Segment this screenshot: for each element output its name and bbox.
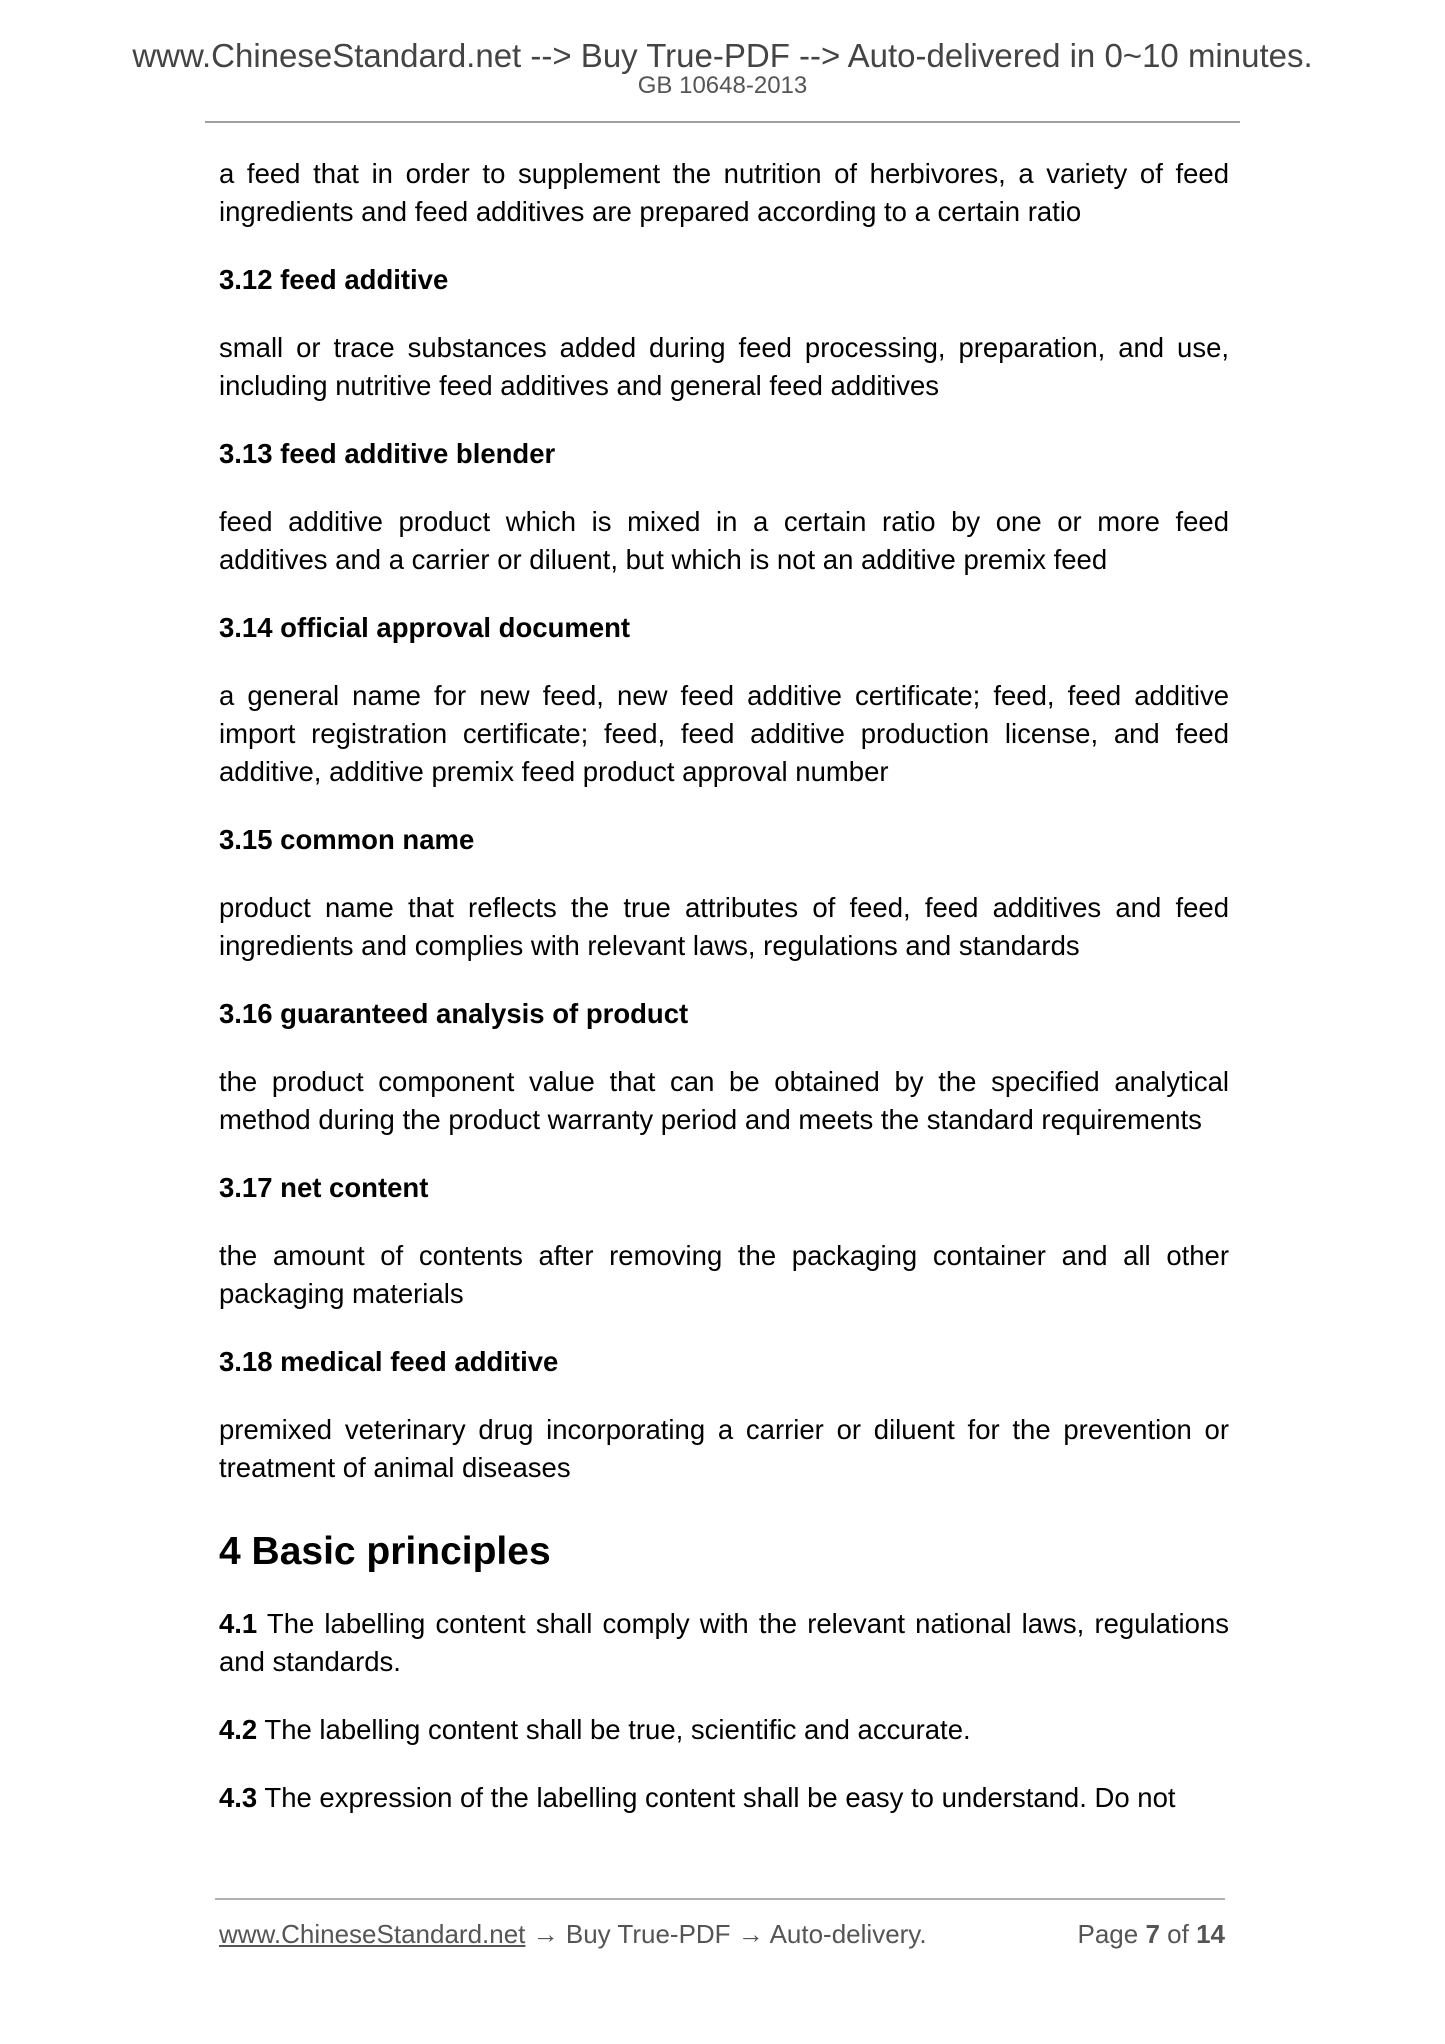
intro-paragraph: a feed that in order to supplement the nutrition of herbivores, a variety of feed ingredients and feed additives are prepared according to a certain ratio [219, 158, 1229, 227]
clause-number: 4.1 [219, 1608, 258, 1639]
term-heading-3-14: 3.14 official approval document [219, 612, 631, 643]
page-indicator [1077, 1916, 1225, 1952]
term-definition-3-13: feed additive product which is mixed in a certain ratio by one or more feed additives and a carrier or diluent, but which is not an additive premix feed [219, 506, 1229, 575]
page-current: 7 [1145, 1919, 1160, 1949]
term-heading-3-18: 3.18 medical feed additive [219, 1346, 559, 1377]
page-of-label: of [1167, 1919, 1189, 1949]
section-heading-4: 4 Basic principles [219, 1530, 551, 1573]
page-label: Page [1077, 1919, 1139, 1949]
page-body [219, 155, 1229, 1817]
top-banner: www.ChineseStandard.net --> Buy True-PDF --> Auto-delivered in 0~10 minutes. [132, 37, 1313, 74]
term-definition-3-12: small or trace substances added during feed processing, preparation, and use, including nutritive feed additives and general feed additives [219, 332, 1229, 401]
clause-text: The labelling content shall be true, scientific and accurate. [264, 1714, 971, 1745]
clause-text: The expression of the labelling content shall be easy to understand. Do not [264, 1782, 1176, 1813]
page-footer [219, 1916, 1225, 1952]
footer-left [219, 1916, 927, 1952]
term-heading-3-16: 3.16 guaranteed analysis of product [219, 998, 689, 1029]
footer-site-link[interactable]: www.ChineseStandard.net [219, 1919, 526, 1949]
term-definition-3-15: product name that reflects the true attributes of feed, feed additives and feed ingredients and complies with relevant laws, regulations and standards [219, 892, 1229, 961]
footer-tagline: → Buy True-PDF → Auto-delivery. [525, 1919, 927, 1949]
term-definition-3-16: the product component value that can be obtained by the specified analytical method during the product warranty period and meets the standard requirements [219, 1066, 1229, 1135]
clause-4-1 [219, 1605, 1229, 1681]
term-definition-3-14: a general name for new feed, new feed additive certificate; feed, feed additive import registration certificate; feed, feed additive production license, and feed additive, additive premix feed product approval number [219, 680, 1229, 787]
term-heading-3-12: 3.12 feed additive [219, 264, 449, 295]
term-definition-3-17: the amount of contents after removing the packaging container and all other packaging materials [219, 1240, 1229, 1309]
term-definition-3-18: premixed veterinary drug incorporating a carrier or diluent for the prevention or treatment of animal diseases [219, 1414, 1229, 1483]
term-heading-3-13: 3.13 feed additive blender [219, 438, 556, 469]
footer-divider [215, 1898, 1225, 1900]
clause-text: The labelling content shall comply with the relevant national laws, regulations and standards. [219, 1608, 1229, 1677]
term-heading-3-17: 3.17 net content [219, 1172, 429, 1203]
term-heading-3-15: 3.15 common name [219, 824, 475, 855]
clause-4-3 [219, 1779, 1229, 1817]
clause-4-2 [219, 1711, 1229, 1749]
page-total: 14 [1196, 1919, 1225, 1949]
document-code: GB 10648-2013 [637, 72, 808, 99]
clause-number: 4.2 [219, 1714, 258, 1745]
header-divider [205, 121, 1240, 123]
clause-number: 4.3 [219, 1782, 258, 1813]
